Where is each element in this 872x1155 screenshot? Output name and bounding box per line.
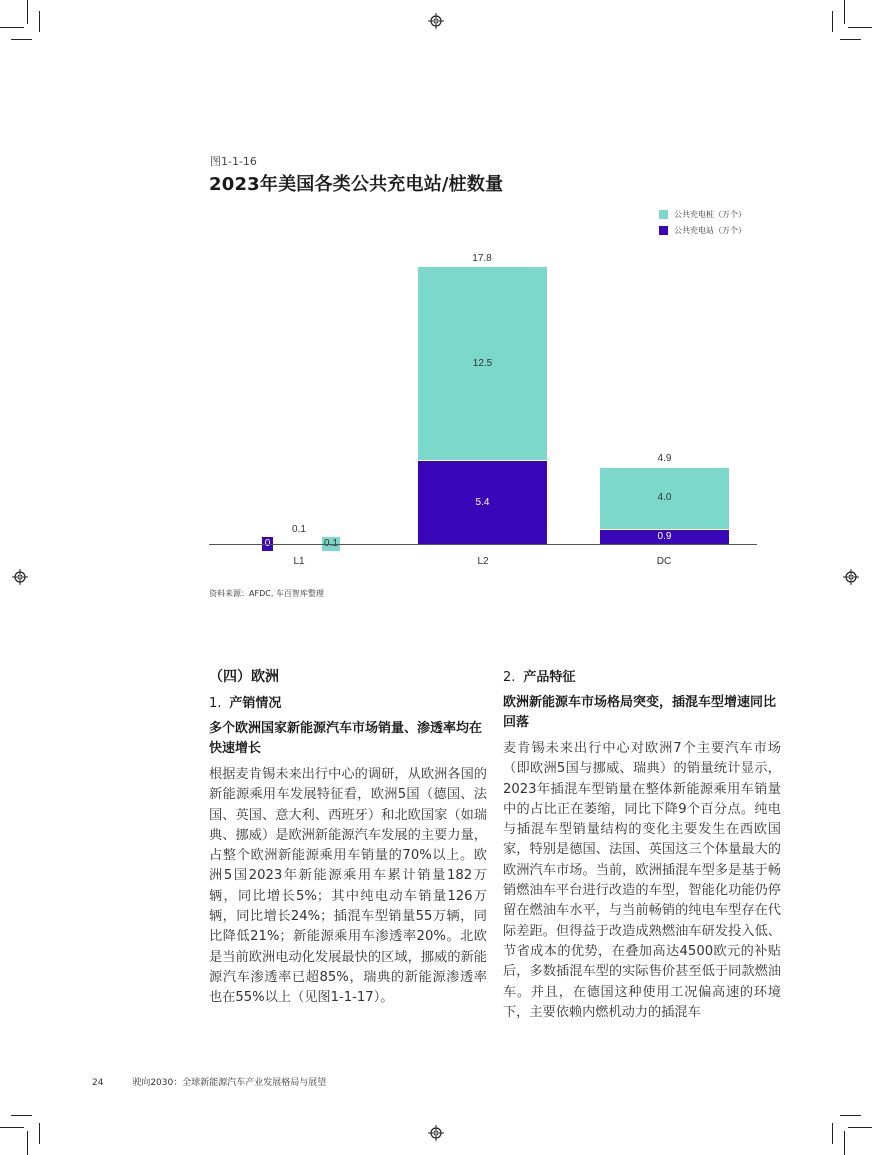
crop-mark bbox=[832, 11, 833, 32]
body-paragraph: 麦肯锡未来出行中心对欧洲7个主要汽车市场（即欧洲5国与挪威、瑞典）的销量统计显示，2023年插混车型销量在整体新能源乘用车销量中的占比正在萎缩，同比下降9个百分点。纯电与插混车型销量结构的变化主要发生在西欧国家，特别是德国、法国、英国这三个体量最大的欧洲汽车市场。当前，欧洲插混车型多是基于畅销燃油车平台进行改造的车型，智能化功能仍停留在燃油车水平，与当前畅销的纯电车型存在代际差距。但得益于改造成熟燃油车研发投入低、节省成本的优势，在叠加高达4500欧元的补贴后，多数插混车型的实际售价甚至低于同款燃油车。并且，在德国这种使用工况偏高速的环境下，主要依赖内燃机动力的插混车 bbox=[503, 741, 781, 1020]
figure-title: 2023年美国各类公共充电站/桩数量 bbox=[209, 174, 504, 195]
crop-mark bbox=[11, 1115, 32, 1116]
body-paragraph: 根据麦肯锡未来出行中心的调研，从欧洲各国的新能源乘用车发展特征看，欧洲5国（德国、法国、英国、意大利、西班牙）和北欧国家（如瑞典、挪威）是欧洲新能源汽车发展的主要力量，占整个欧洲新能源乘用车销量的70%以上。欧洲5国2023年新能源乘用车累计销量182万辆，同比增长5%；其中纯电动车销量126万辆，同比增长24%；插混车型销量55万辆，同比降低21%；新能源乘用车渗透率20%。北欧是当前欧洲电动化发展最快的区域，挪威的新能源汽车渗透率已超85%，瑞典的新能源渗透率也在55%以上（见图1-1-17）。 bbox=[209, 767, 487, 1006]
legend-label: 公共充电桩（万个） bbox=[674, 209, 746, 219]
x-axis bbox=[209, 544, 757, 545]
data-label-l2-pile: 12.5 bbox=[472, 358, 493, 369]
crop-mark bbox=[39, 11, 40, 32]
legend-item-pile bbox=[659, 206, 746, 222]
left-column bbox=[209, 666, 487, 1009]
subsection-heading bbox=[209, 692, 487, 711]
registration-mark-icon bbox=[428, 13, 444, 29]
crop-mark bbox=[848, 27, 872, 28]
crop-mark bbox=[39, 1123, 40, 1144]
page-number: 24 bbox=[92, 1078, 104, 1088]
subsection-number: 1. bbox=[209, 696, 222, 711]
right-column bbox=[503, 666, 781, 1023]
crop-mark bbox=[0, 27, 24, 28]
subsection-title: 产销情况 bbox=[229, 696, 282, 711]
registration-mark-icon bbox=[843, 569, 859, 585]
crop-mark bbox=[832, 1123, 833, 1144]
crop-mark bbox=[844, 0, 845, 24]
registration-mark-icon bbox=[12, 569, 28, 585]
crop-mark bbox=[27, 0, 28, 24]
paragraph-heading: 欧洲新能源车市场格局突变，插混车型增速同比回落 bbox=[503, 695, 777, 730]
crop-mark bbox=[848, 1127, 872, 1128]
legend-swatch-station bbox=[659, 226, 668, 235]
data-label-l2-station: 5.4 bbox=[475, 497, 490, 508]
crop-mark bbox=[844, 1131, 845, 1155]
category-label-l1: L1 bbox=[293, 556, 305, 567]
figure-number: 图1-1-16 bbox=[210, 155, 257, 168]
legend-item-station bbox=[659, 222, 746, 238]
legend-swatch-pile bbox=[659, 210, 668, 219]
category-label-l2: L2 bbox=[477, 556, 489, 567]
crop-mark bbox=[27, 1131, 28, 1155]
data-label-l1-total: 0.1 bbox=[292, 524, 306, 535]
category-label-dc: DC bbox=[656, 556, 672, 567]
figure-source: 资料来源：AFDC, 车百智库整理 bbox=[209, 589, 324, 598]
page-footer bbox=[92, 1075, 326, 1088]
subsection-title: 产品特征 bbox=[523, 670, 576, 685]
data-label-l2-total: 17.8 bbox=[472, 253, 492, 264]
crop-mark bbox=[0, 1127, 24, 1128]
crop-mark bbox=[840, 39, 861, 40]
section-heading: （四）欧洲 bbox=[209, 669, 279, 685]
book-title: 驶向2030：全球新能源汽车产业发展格局与展望 bbox=[132, 1078, 327, 1088]
subsection-number: 2. bbox=[503, 670, 516, 685]
subsection-heading bbox=[503, 666, 781, 685]
data-label-dc-total: 4.9 bbox=[657, 453, 672, 464]
paragraph-heading: 多个欧洲国家新能源汽车市场销量、渗透率均在快速增长 bbox=[209, 721, 483, 756]
legend-label: 公共充电站（万个） bbox=[674, 225, 746, 235]
data-label-dc-station: 0.9 bbox=[657, 531, 672, 542]
crop-mark bbox=[840, 1115, 861, 1116]
chart-legend bbox=[659, 206, 746, 238]
crop-mark bbox=[11, 39, 32, 40]
data-label-dc-pile: 4.0 bbox=[657, 492, 672, 503]
bar-chart bbox=[209, 240, 757, 567]
registration-mark-icon bbox=[428, 1125, 444, 1141]
